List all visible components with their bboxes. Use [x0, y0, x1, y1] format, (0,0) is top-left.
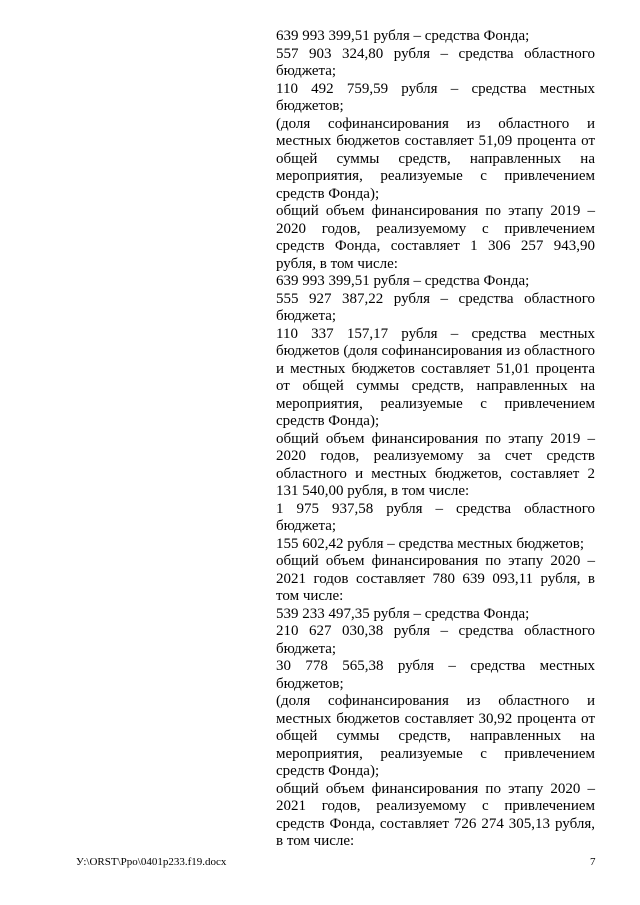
- paragraph-regional-budget-2: 555 927 387,22 рубля – средства областного бюджета;: [276, 290, 595, 324]
- footer-file-path: У:\ORST\Ppo\0401p233.f19.docx: [76, 856, 227, 868]
- paragraph-regional-budget-3: 1 975 937,58 рубля – средства областного бюджета;: [276, 500, 595, 534]
- paragraph-stage-2019-2020-budget-total: общий объем финансирования по этапу 2019 – 2020 годов, реализуемому за счет средств областного и местных бюджетов, составляет 2 131 540,00 рубля, в том числе:: [276, 430, 595, 499]
- footer-page-number: 7: [590, 856, 596, 868]
- paragraph-regional-budget-1: 557 903 324,80 рубля – средства областного бюджета;: [276, 45, 595, 79]
- paragraph-fund-amount-2: 639 993 399,51 рубля – средства Фонда;: [276, 273, 530, 289]
- paragraph-cofinancing-share-1: (доля софинансирования из областного и местных бюджетов составляет 51,09 процента от общей суммы средств, направленных на мероприятия, реализуемые с привлечением средств Фонда);: [276, 115, 595, 202]
- paragraph-local-budgets-2: 110 337 157,17 рубля – средства местных бюджетов (доля софинансирования из областного и местных бюджетов составляет 51,01 процента от общей суммы средств, направленных на мероприятия, реализуемые с привлечением средств Фонда);: [276, 325, 595, 429]
- paragraph-cofinancing-share-2: (доля софинансирования из областного и местных бюджетов составляет 30,92 процента от общей суммы средств, направленных на мероприятия, реализуемые с привлечением средств Фонда);: [276, 693, 595, 779]
- paragraph-stage-2020-2021-fund-total: общий объем финансирования по этапу 2020 – 2021 годов, реализуемому с привлечением средств Фонда, составляет 726 274 305,13 рубля, в том числе:: [276, 780, 595, 849]
- paragraph-regional-budget-4: 210 627 030,38 рубля – средства областного бюджета;: [276, 623, 595, 657]
- paragraph-local-budgets-3: 155 602,42 рубля – средства местных бюджетов;: [276, 535, 584, 552]
- paragraph-fund-amount-1: 639 993 399,51 рубля – средства Фонда;: [276, 28, 530, 44]
- paragraph-fund-amount-3: 539 233 497,35 рубля – средства Фонда;: [276, 605, 530, 622]
- paragraph-local-budgets-4: 30 778 565,38 рубля – средства местных бюджетов;: [276, 658, 595, 692]
- document-body: [276, 28, 595, 851]
- paragraph-stage-2019-2020-fund-total: общий объем финансирования по этапу 2019 – 2020 годов, реализуемому с привлечением средств Фонда, составляет 1 306 257 943,90 рубля, в том числе:: [276, 203, 595, 272]
- paragraph-stage-2020-2021-total: общий объем финансирования по этапу 2020 – 2021 годов составляет 780 639 093,11 рубля, в том числе:: [276, 553, 595, 604]
- paragraph-local-budgets-1: 110 492 759,59 рубля – средства местных бюджетов;: [276, 80, 595, 114]
